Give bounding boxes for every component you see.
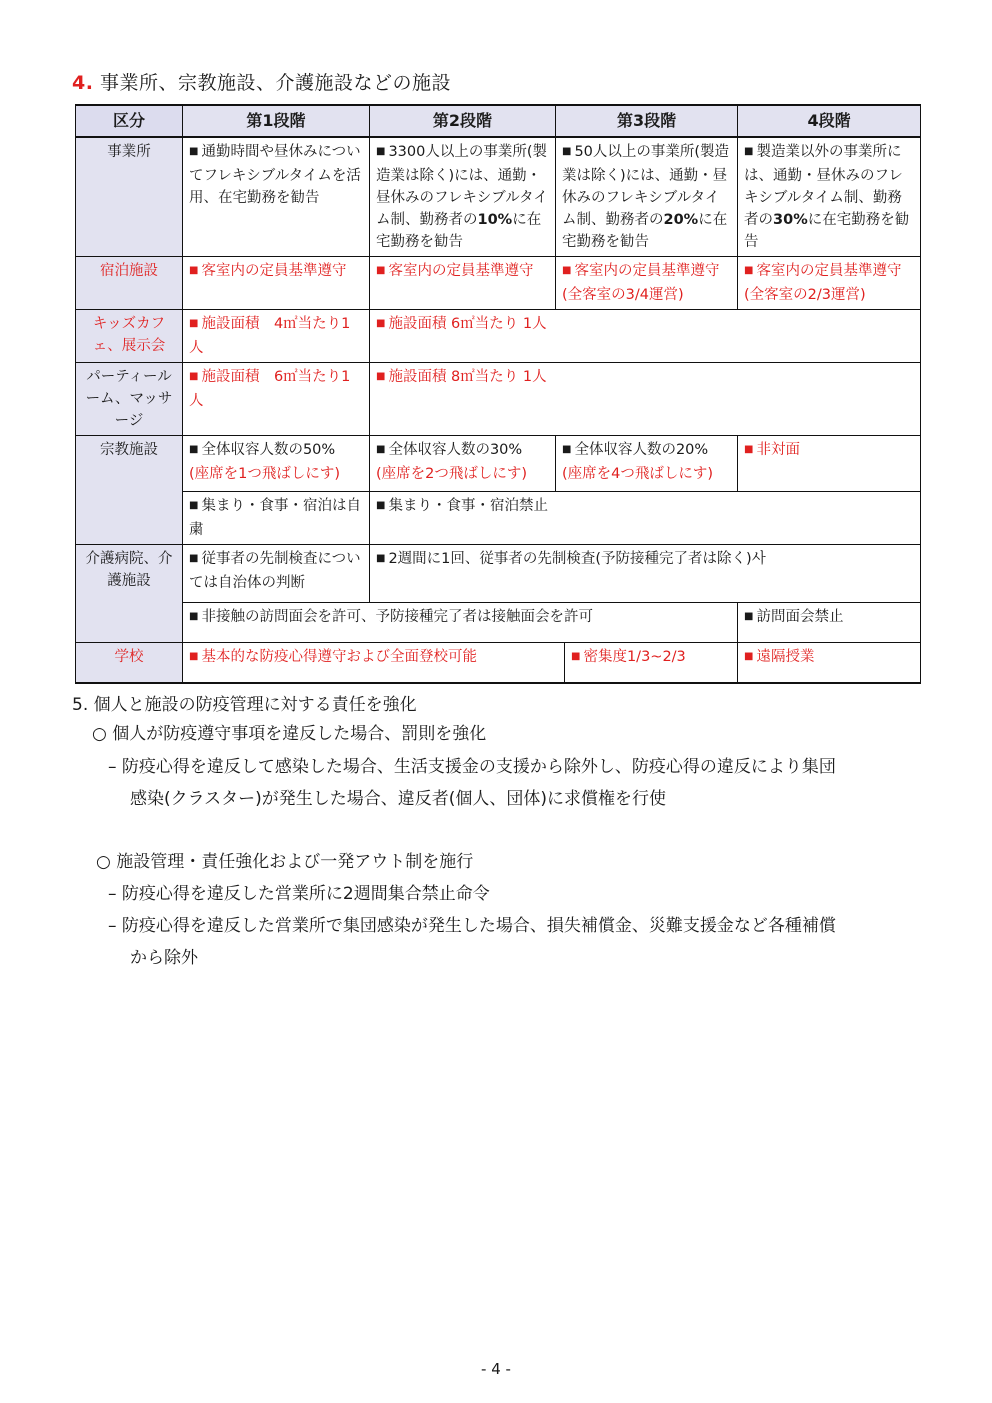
section5-bullet2: ○ 施設管理・責任強化および一発アウト制を施行	[96, 852, 474, 872]
page-number: - 4 -	[481, 1360, 511, 1378]
cell-kids-stage1: ■ 施設面積 4㎡当たり1人	[183, 310, 370, 363]
cell-religion-stage3: ■ 全体収容人数の20% (座席を4つ飛ばしにす)	[556, 436, 738, 492]
header-stage4: 4段階	[738, 105, 921, 137]
section5-heading: 5. 個人と施設の防疫管理に対する責任を強化	[72, 695, 417, 715]
header-stage3: 第3段階	[556, 105, 738, 137]
cell-party-stage2-4: ■ 施設面積 8㎡当たり 1人	[370, 363, 921, 436]
cell-school-c: ■ 遠隔授業	[738, 643, 921, 683]
section5-bullet1: ○ 個人が防疫遵守事項を違反した場合、罰則を強化	[92, 724, 487, 744]
cell-religion-gathering-stage1: ■ 集まり・食事・宿泊は自粛	[183, 492, 370, 545]
cell-office-stage2: ■ 3300人以上の事業所(製造業は除く)には、通勤・昼休みのフレキシブルタイム制、勤務者の10%に在宅勤務を勧告	[370, 137, 556, 257]
row-label-religion: 宗教施設	[76, 436, 183, 545]
section4-heading	[72, 68, 451, 95]
row-label-school: 学校	[76, 643, 183, 683]
section4-title: 事業所、宗教施設、介護施設などの施設	[93, 72, 451, 94]
cell-care-stage1: ■ 従事者の先制検査については自治体の判断	[183, 545, 370, 603]
section5-bullet1-detail: – 防疫心得を違反して感染した場合、生活支援金の支援から除外し、防疫心得の違反により集団	[108, 757, 836, 777]
bullet-icon: ■	[744, 146, 754, 157]
row-label-party-room: パーティールーム、マッサージ	[76, 363, 183, 436]
cell-office-stage3: ■ 50人以上の事業所(製造業は除く)には、通勤・昼休みのフレキシブルタイム制、勤務者の20%に在宅勤務を勧告	[556, 137, 738, 257]
cell-religion-gathering-stage2-4: ■ 集まり・食事・宿泊禁止	[370, 492, 921, 545]
table-row	[76, 257, 921, 310]
section5-bullet2-detail2: – 防疫心得を違反した営業所で集団感染が発生した場合、損失補償金、災難支援金など各種補償	[108, 916, 836, 936]
row-label-care: 介護病院、介護施設	[76, 545, 183, 643]
section5-bullet1-detail-cont: 感染(クラスター)が発生した場合、違反者(個人、団体)に求償権を行使	[130, 789, 667, 809]
cell-religion-stage4: ■ 非対面	[738, 436, 921, 492]
table-row	[76, 643, 921, 683]
cell-care-stage2-4: ■ 2週間に1回、従事者の先制検査(予防接種完了者は除く)사	[370, 545, 921, 603]
table-row	[76, 310, 921, 363]
cell-kids-stage2-4: ■ 施設面積 6㎡当たり 1人	[370, 310, 921, 363]
cell-care-visit-stage4: ■ 訪問面会禁止	[738, 603, 921, 643]
cell-school-a: ■ 基本的な防疫心得遵守および全面登校可能	[183, 643, 565, 683]
cell-lodging-stage3: ■ 客室内の定員基準遵守 (全客室の3/4運営)	[556, 257, 738, 310]
table-row	[76, 436, 921, 492]
cell-religion-stage1: ■ 全体収容人数の50% (座席を1つ飛ばしにす)	[183, 436, 370, 492]
header-stage2: 第2段階	[370, 105, 556, 137]
header-category: 区分	[76, 105, 183, 137]
table-row	[76, 492, 921, 545]
cell-care-visit-stage1-3: ■ 非接触の訪問面会を許可、予防接種完了者は接触面会を許可	[183, 603, 738, 643]
cell-lodging-stage1: ■ 客室内の定員基準遵守	[183, 257, 370, 310]
cell-religion-stage2: ■ 全体収容人数の30% (座席を2つ飛ばしにす)	[370, 436, 556, 492]
section5-bullet2-detail2-cont: から除外	[130, 948, 198, 968]
header-stage1: 第1段階	[183, 105, 370, 137]
bullet-icon: ■	[189, 146, 199, 157]
row-label-lodging: 宿泊施設	[76, 257, 183, 310]
cell-school-b: ■ 密集度1/3~2/3	[565, 643, 738, 683]
bullet-icon: ■	[562, 146, 572, 157]
section5-bullet2-detail1: – 防疫心得を違反した営業所に2週間集合禁止命令	[108, 884, 490, 904]
row-label-office: 事業所	[76, 137, 183, 257]
table-row	[76, 363, 921, 436]
cell-office-stage4: ■ 製造業以外の事業所には、通勤・昼休みのフレキシブルタイム制、勤務者の30%に在宅勤務を勧告	[738, 137, 921, 257]
row-label-kids-cafe: キッズカフェ、展示会	[76, 310, 183, 363]
section4-number: 4.	[72, 72, 94, 94]
stage-table	[75, 104, 921, 684]
cell-lodging-stage4: ■ 客室内の定員基準遵守 (全客室の2/3運営)	[738, 257, 921, 310]
table-row	[76, 603, 921, 643]
cell-office-stage1: ■ 通勤時間や昼休みについてフレキシブルタイムを活用、在宅勤務を勧告	[183, 137, 370, 257]
table-row	[76, 545, 921, 603]
table-header-row	[76, 105, 921, 137]
table-row	[76, 137, 921, 257]
cell-lodging-stage2: ■ 客室内の定員基準遵守	[370, 257, 556, 310]
cell-party-stage1: ■ 施設面積 6㎡当たり1人	[183, 363, 370, 436]
bullet-icon: ■	[376, 146, 386, 157]
